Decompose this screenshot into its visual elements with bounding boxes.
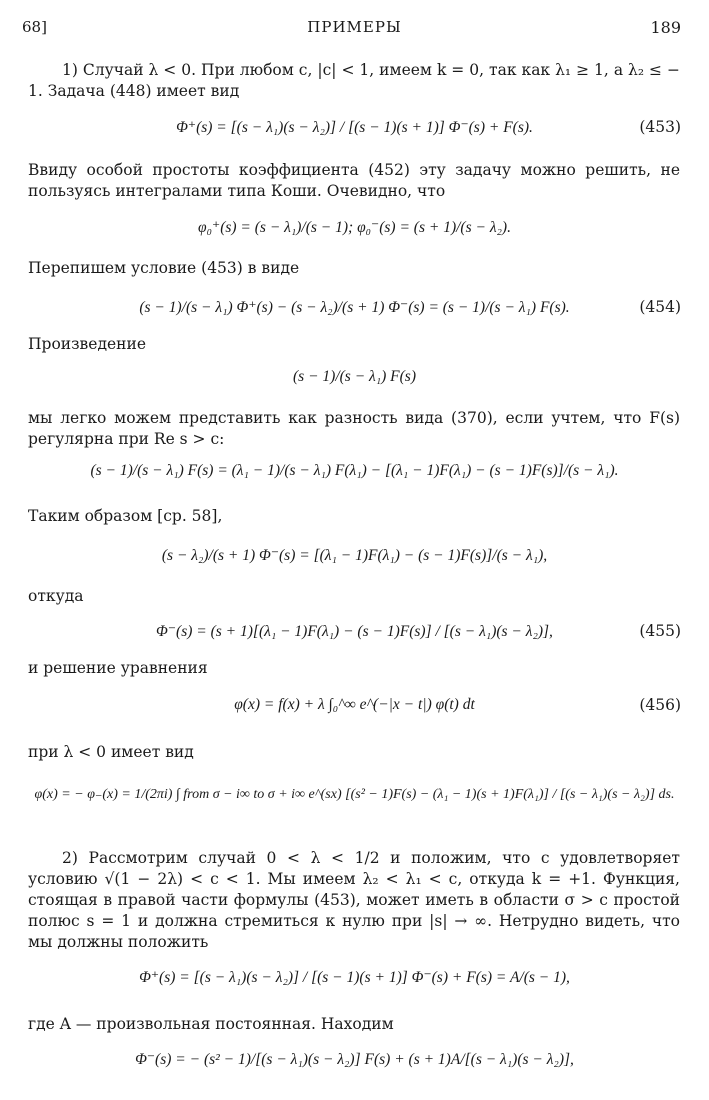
- equation-453: Φ⁺(s) = [(s − λ₁)(s − λ₂)] / [(s − 1)(s + 1)] Φ⁻(s) + F(s).: [176, 119, 533, 136]
- equation-number-453: (453): [639, 118, 681, 136]
- equation-difference: (s − 1)/(s − λ₁) F(s) = (λ₁ − 1)/(s − λ₁) F(λ₁) − [(λ₁ − 1)F(λ₁) − (s − 1)F(s)]/(s − λ₁).: [90, 462, 619, 479]
- paragraph-thus: Таким образом [ср. 58],: [28, 507, 223, 525]
- paragraph-solution-of-equation: и решение уравнения: [28, 659, 208, 677]
- section-marker: 68]: [22, 18, 47, 36]
- paragraph-case-2: 2) Рассмотрим случай 0 < λ < 1/2 и положим, что c удовлетворяет условию √(1 − 2λ) < c < 1. Мы имеем λ₂ < λ₁ < c, откуда k = +1. Функция, стоящая в правой части формулы (453), может иметь в области σ > c простой полюс s = 1 и должна стремиться к нулю при |s| → ∞. Нетрудно видеть, что мы должны положить: [28, 849, 680, 951]
- equation-number-455: (455): [639, 622, 681, 640]
- equation-number-454: (454): [639, 298, 681, 316]
- paragraph-product: Произведение: [28, 335, 147, 353]
- equation-454: (s − 1)/(s − λ₁) Φ⁺(s) − (s − λ₂)/(s + 1) Φ⁻(s) = (s − 1)/(s − λ₁) F(s).: [139, 299, 570, 316]
- paragraph-arbitrary-constant: где A — произвольная постоянная. Находим: [28, 1015, 394, 1033]
- page-number: 189: [650, 18, 681, 37]
- equation-phi-plus: Φ⁺(s) = [(s − λ₁)(s − λ₂)] / [(s − 1)(s + 1)] Φ⁻(s) + F(s) = A/(s − 1),: [139, 969, 570, 986]
- equation-455: Φ⁻(s) = (s + 1)[(λ₁ − 1)F(λ₁) − (s − 1)F(s)] / [(s − λ₁)(s − λ₂)],: [156, 623, 553, 640]
- equation-phi0: φ₀⁺(s) = (s − λ₁)/(s − 1); φ₀⁻(s) = (s + 1)/(s − λ₂).: [198, 219, 511, 236]
- paragraph-rewrite: Перепишем условие (453) в виде: [28, 259, 300, 277]
- paragraph-whence: откуда: [28, 587, 84, 605]
- equation-solution-integral: φ(x) = − φ₋(x) = 1/(2πi) ∫ from σ − i∞ to σ + i∞ e^(sx) [(s² − 1)F(s) − (λ₁ − 1)(s + 1)F(λ₁)] / [(s − λ₁)(s − λ₂)] ds.: [34, 787, 675, 802]
- equation-number-456: (456): [639, 696, 681, 714]
- equation-phi-minus-relation: (s − λ₂)/(s + 1) Φ⁻(s) = [(λ₁ − 1)F(λ₁) − (s − 1)F(s)]/(s − λ₁),: [161, 547, 548, 564]
- paragraph-lambda-negative: при λ < 0 имеет вид: [28, 743, 194, 761]
- equation-phi-minus: Φ⁻(s) = − (s² − 1)/[(s − λ₁)(s − λ₂)] F(s) + (s + 1)A/[(s − λ₁)(s − λ₂)],: [135, 1051, 574, 1068]
- paragraph-coefficient: Ввиду особой простоты коэффициента (452) эту задачу можно решить, не пользуясь интегралами типа Коши. Очевидно, что: [28, 161, 680, 200]
- equation-456: φ(x) = f(x) + λ ∫₀^∞ e^(−|x − t|) φ(t) dt: [234, 696, 475, 713]
- running-title: ПРИМЕРЫ: [307, 18, 402, 36]
- paragraph-case-1: 1) Случай λ < 0. При любом c, |c| < 1, имеем k = 0, так как λ₁ ≥ 1, а λ₂ ≤ − 1. Задача (448) имеет вид: [28, 61, 680, 100]
- equation-product: (s − 1)/(s − λ₁) F(s): [293, 368, 416, 385]
- paragraph-difference: мы легко можем представить как разность вида (370), если учтем, что F(s) регулярна при Re s > c:: [28, 409, 680, 448]
